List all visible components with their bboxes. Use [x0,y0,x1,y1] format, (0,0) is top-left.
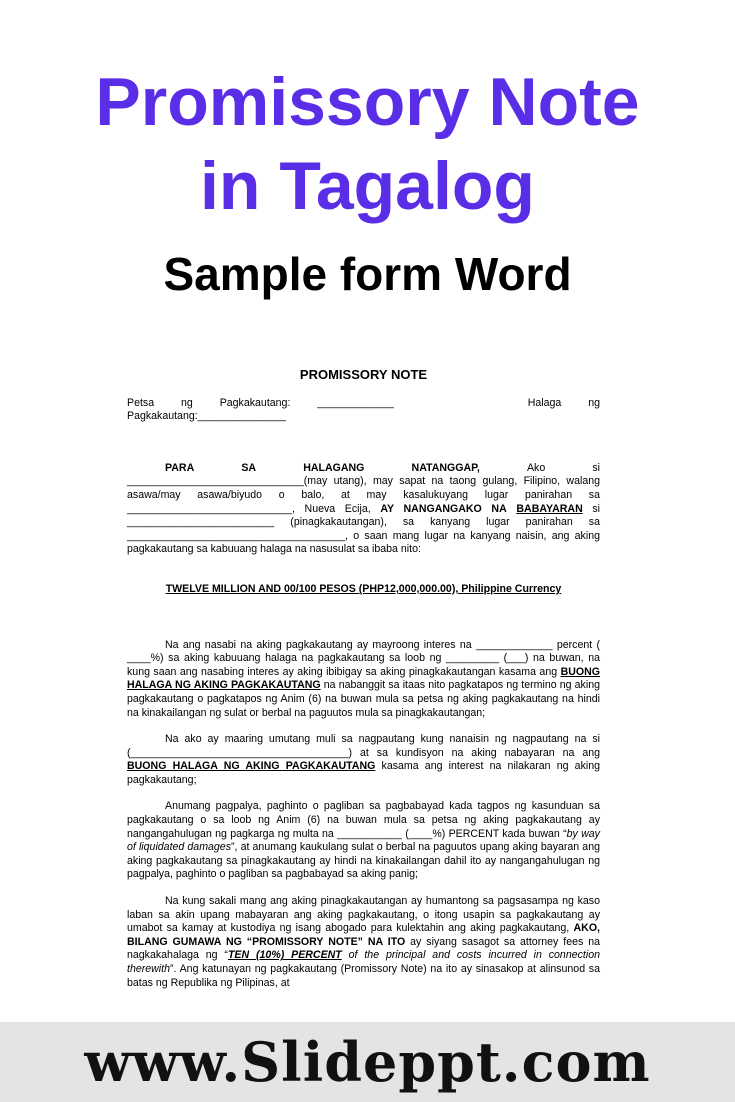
meta-ng: ng [181,396,193,409]
website-link[interactable]: www.Slideppt.com [84,1030,651,1094]
p1-text2: si _________________________ (pinagkakautangan), sa kanyang lugar panirahan sa _____________________________________, o saan mang lugar na kanyang naisin, ang aking pagkakautang sa kabuuang halaga na nasusulat sa ibaba nito: [127,502,601,556]
lead-word: Ako [526,461,546,474]
document-title: PROMISSORY NOTE [299,367,428,382]
meta-halaga: Halaga [527,396,562,409]
p5-text2: ay siyang sasagot sa attorney fees na nagkakahalaga ng “ [127,935,600,962]
paragraph-3 [127,733,600,787]
paragraph-5 [127,895,600,990]
lead-word: si [592,461,600,474]
lead-word: PARA [165,461,195,474]
p4-text2: ”, at anumang kaukulang sulat o berbal na paguutos upang aking bayaran ang aking pagkakautang sa pinagkakautang ay hindi na kinakailangan dahil ito ay nangangahulugan ng pagpalya, paghinto o pagliban sa pagbabayad sa aking panig; [127,841,600,881]
page-subtitle: Sample form Word [163,248,572,300]
p5-italic: of the principal and costs incurred in connection therewith [127,949,600,975]
paragraph-2 [127,639,600,721]
p4-text: Anumang pagpalya, paghinto o pagliban sa pagbabayad kada tagpos ng kasunduan sa pagkakautang o sa loob ng Anim (6) na buwan mula sa petsa ng aking pagkakautang ay nangangahulugan ng pagkarga ng multa na ___________ (____%) PERCENT kada buwan “ [127,800,600,840]
meta-pagkakautang: Pagkakautang: [219,396,291,409]
lead-word: NATANGGAP, [411,461,480,474]
meta-row [127,397,600,411]
lead-word: SA [241,461,257,474]
amount-line: TWELVE MILLION AND 00/100 PESOS (PHP12,000,000.00), Philippine Currency [165,582,562,595]
p1-bold: AY NANGANGAKO NA [380,502,507,515]
footer-banner [0,1022,735,1102]
page-title-line2: in Tagalog [200,148,535,224]
p4-italic: by way of liquidated damages [127,827,600,854]
meta-blank: _____________ [317,396,394,409]
p5-text: Na kung sakali mang ang aking pinagkakautangan ay humantong sa pagsasampa ng kaso laban sa akin upang mabayaran ang aking pagkakautang, o itong usapin sa pagkakautang ay umabot sa kamay at kustodiya ng isang abogado para kulektahin ang aking pagkakautang, [127,895,600,935]
meta-spacer [421,397,501,411]
p2-bold: BUONG HALAGA NG AKING PAGKAKAUTANG [127,665,600,692]
meta-petsa: Petsa [127,396,155,409]
p5-bold-italic: TEN (10%) PERCENT [227,949,342,962]
meta-line2: Pagkakautang:_______________ [127,410,287,423]
page-title-line1: Promissory Note [95,64,640,140]
p5-bold: AKO, BILANG GUMAWA NG “PROMISSORY NOTE” NA ITO [127,922,600,948]
p2-text: Na ang nasabi na aking pagkakautang ay mayroong interes na _____________ percent ( ____%) sa aking kabuuang halaga na pagkakautang sa loob ng _________ (___) na buwan, na kung saan ang nasabing interes ay aking ibibigay sa aking pinagkakautangan kasama ang [127,638,600,678]
paragraph-1-lead [127,462,600,476]
p3-text2: kasama ang interest na nilakaran ng aking pagkakautang; [127,760,601,786]
p1-bold-underlined: BABAYARAN [516,502,583,515]
p5-text3: ”. Ang katunayan ng pagkakautang (Promissory Note) na ito ay sinasakop at alinsunod sa batas ng Republika ng Pilipinas, at [127,963,600,989]
document-page [127,368,600,990]
p1-text: ______________________________(may utang), may sapat na taong gulang, Filipino, walang asawa/may asawa/biyudo o balo, at may kasalukuyang lugar panirahan sa ____________________________, Nueva Ecija, [127,475,600,515]
paragraph-1 [127,475,600,557]
lead-word: HALAGANG [303,461,365,474]
meta-ng2: ng [588,396,600,409]
p3-bold: BUONG HALAGA NG AKING PAGKAKAUTANG [127,760,376,773]
paragraph-4 [127,800,600,882]
p3-text: Na ako ay maaring umutang muli sa nagpautang kung nanaisin ng nagpautang na si (_____________________________________) at sa kundisyon na aking nabayaran na ang [127,733,600,759]
p2-text2: na nabanggit sa itaas nito pagkatapos ng termino ng aking pagkakautang o pagkatapos ng Anim (6) na buwan mula sa petsa ng aking pagkakautang na hindi na kinakailangan ng sulat or berbal na paguutos mula sa pinagkakautangan; [127,679,600,719]
